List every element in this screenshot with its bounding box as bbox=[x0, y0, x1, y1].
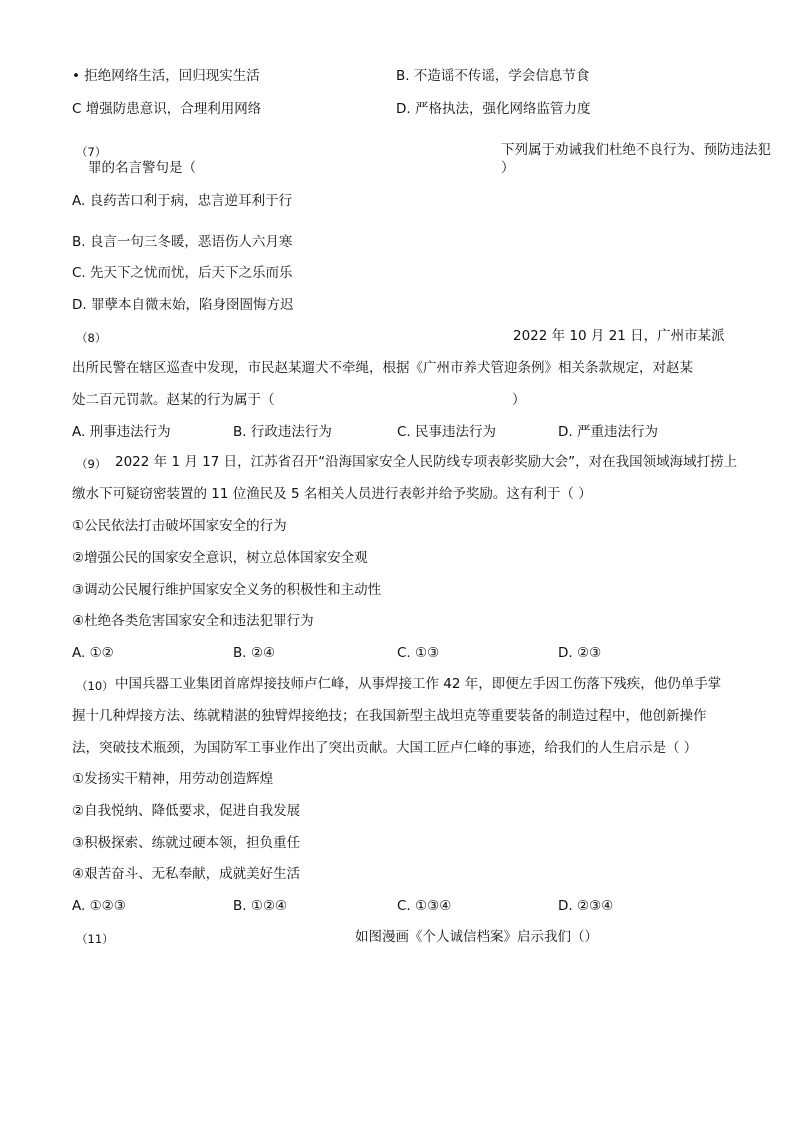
q7-option-b: B. 良言一句三冬暖，恶语伤人六月寒 bbox=[72, 234, 293, 250]
q8-stem-1: 2022 年 10 月 21 日，广州市某派 bbox=[513, 328, 725, 344]
q9-option-b: B. ②④ bbox=[233, 645, 276, 661]
q8-option-c: C. 民事违法行为 bbox=[397, 424, 497, 440]
q9-option-c: C. ①③ bbox=[397, 645, 440, 661]
q10-option-d: D. ②③④ bbox=[558, 898, 614, 914]
q9-option-a: A. ①② bbox=[72, 645, 114, 661]
q10-option-a: A. ①②③ bbox=[72, 898, 126, 914]
q10-number: （10） bbox=[76, 679, 114, 693]
q8-stem-3-end: ） bbox=[512, 392, 526, 408]
q6-option-a: • 拒绝网络生活，回归现实生活 bbox=[72, 68, 260, 84]
q8-option-d: D. 严重违法行为 bbox=[558, 424, 658, 440]
q9-option-d: D. ②③ bbox=[558, 645, 602, 661]
q9-item-4: ④杜绝各类危害国家安全和违法犯罪行为 bbox=[72, 613, 314, 629]
q9-item-1: ①公民依法打击破坏国家安全的行为 bbox=[72, 518, 287, 534]
q8-stem-3: 处二百元罚款。赵某的行为属于（ bbox=[72, 392, 275, 408]
q10-stem-3: 法，突破技术瓶颈，为国防军工事业作出了突出贡献。大国工匠卢仁峰的事迹，给我们的人生启示是（ ） bbox=[72, 740, 698, 756]
q10-option-b: B. ①②④ bbox=[233, 898, 288, 914]
q10-item-3: ③积极探索、练就过硬本领，担负重任 bbox=[72, 835, 301, 851]
q7-number: （7） bbox=[76, 145, 107, 159]
q6-option-b: B. 不造谣不传谣，学会信息节食 bbox=[396, 68, 590, 84]
q7-stem-right-1: 下列属于劝诫我们杜绝不良行为、预防违法犯 bbox=[501, 142, 771, 158]
q10-option-c: C. ①③④ bbox=[397, 898, 452, 914]
q11-number: （11） bbox=[76, 932, 114, 946]
q8-stem-2: 出所民警在辖区巡查中发现，市民赵某遛犬不牵绳，根据《广州市养犬管迎条例》相关条款规定，对赵某 bbox=[72, 360, 693, 376]
q11-stem: 如图漫画《个人诚信档案》启示我们（） bbox=[355, 929, 598, 945]
q9-item-2: ②增强公民的国家安全意识，树立总体国家安全观 bbox=[72, 550, 368, 566]
q9-stem-1: 2022 年 1 月 17 日，江苏省召开“沿海国家安全人民防线专项表彰奖励大会”，对在我国领域海域打捞上 bbox=[115, 454, 738, 470]
q7-stem-left: 罪的名言警句是（ bbox=[88, 160, 196, 176]
q7-option-c: C. 先天下之忧而忧，后天下之乐而乐 bbox=[72, 265, 293, 281]
q10-stem-1: 中国兵器工业集团首席焊接技师卢仁峰，从事焊接工作 42 年，即便左手因工伤落下残疾，他仍单手掌 bbox=[115, 676, 722, 692]
q8-option-a: A. 刑事违法行为 bbox=[72, 424, 171, 440]
q10-item-2: ②自我悦纳、降低要求，促进自我发展 bbox=[72, 803, 301, 819]
q6-option-d: D. 严格执法，强化网络监管力度 bbox=[396, 101, 591, 117]
q10-item-1: ①发扬实干精神，用劳动创造辉煌 bbox=[72, 771, 274, 787]
q9-item-3: ③调动公民履行维护国家安全义务的积极性和主动性 bbox=[72, 582, 382, 598]
q9-number: （9） bbox=[76, 457, 107, 471]
q10-item-4: ④艰苦奋斗、无私奉献，成就美好生活 bbox=[72, 866, 301, 882]
q10-stem-2: 握十几种焊接方法、练就精湛的独臂焊接绝技；在我国新型主战坦克等重要装备的制造过程中，他创新操作 bbox=[72, 708, 707, 724]
q7-option-d: D. 罪孽本自微末始，陷身囹圄悔方迟 bbox=[72, 297, 294, 313]
q8-number: （8） bbox=[76, 331, 107, 345]
q9-stem-2: 缴水下可疑窃密装置的 11 位渔民及 5 名相关人员进行表彰并给予奖励。这有利于（ ） bbox=[72, 486, 592, 502]
q8-option-b: B. 行政违法行为 bbox=[233, 424, 332, 440]
q7-option-a: A. 良药苦口利于病，忠言逆耳利于行 bbox=[72, 193, 293, 209]
q6-option-c: C 增强防患意识，合理利用网络 bbox=[72, 101, 262, 117]
q7-stem-right-2: ） bbox=[501, 160, 515, 176]
